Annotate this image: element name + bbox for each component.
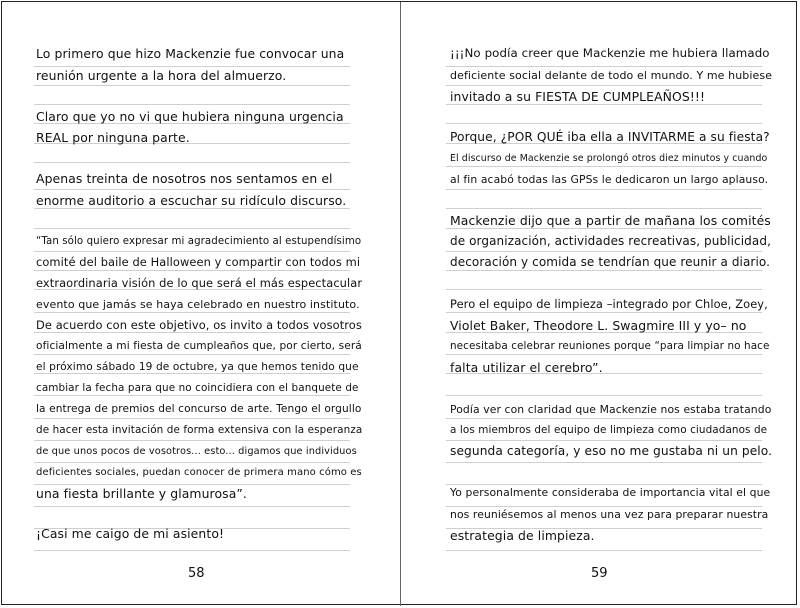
ruled-line xyxy=(446,123,762,124)
text-line: Pero el equipo de limpieza –integrado por Chloe, Zoey, xyxy=(450,297,768,311)
text-line: Claro que yo no vi que hubiera ninguna urgencia xyxy=(36,109,344,124)
text-line: De acuerdo con este objetivo, os invito a todos vosotros xyxy=(36,318,362,332)
ruled-line xyxy=(446,85,762,86)
text-line: reunión urgente a la hora del almuerzo. xyxy=(36,68,287,83)
text-line: Violet Baker, Theodore L. Swagmire III y yo– no xyxy=(450,318,747,333)
page-number: 58 xyxy=(188,566,205,581)
text-line: el próximo sábado 19 de octubre, ya que hemos tenido que xyxy=(36,361,359,373)
text-line: Lo primero que hizo Mackenzie fue convocar una xyxy=(36,46,345,61)
text-line: Porque, ¿POR QUÉ iba ella a INVITARME a su fiesta? xyxy=(450,130,770,144)
text-line: al fin acabó todas las GPSs le dedicaron un largo aplauso. xyxy=(450,173,769,186)
text-line: El discurso de Mackenzie se prolongó otros diez minutos y cuando xyxy=(450,153,768,164)
text-line: de hacer esta invitación de forma extensiva con la esperanza xyxy=(36,424,363,436)
page-number: 59 xyxy=(591,566,608,581)
text-line: evento que jamás se haya celebrado en nuestro instituto. xyxy=(36,298,360,311)
text-line: ¡Casi me caigo de mi asiento! xyxy=(36,526,225,541)
text-line: cambiar la fecha para que no coincidiera con el banquete de xyxy=(36,382,359,394)
ruled-line xyxy=(446,440,762,441)
text-line: de organización, actividades recreativas, publicidad, xyxy=(450,234,771,248)
ruled-line xyxy=(34,251,350,252)
text-line: Apenas treinta de nosotros nos sentamos en el xyxy=(36,171,333,186)
text-line: comité del baile de Halloween y compartir con todos mi xyxy=(36,255,361,269)
text-line: ¡¡¡No podía creer que Mackenzie me hubiera llamado xyxy=(450,46,770,60)
ruled-line xyxy=(446,395,762,396)
ruled-line xyxy=(34,85,350,86)
ruled-line xyxy=(34,162,350,163)
text-line: la entrega de premios del concurso de arte. Tengo el orgullo xyxy=(36,403,362,415)
ruled-line xyxy=(34,440,350,441)
text-line: estrategia de limpieza. xyxy=(450,528,595,543)
text-line: decoración y comida se tendrían que reunir a diario. xyxy=(450,255,771,269)
ruled-line xyxy=(446,289,762,290)
ruled-line xyxy=(446,189,762,190)
ruled-line xyxy=(34,189,350,190)
text-line: Yo personalmente consideraba de importancia vital el que xyxy=(450,486,771,499)
ruled-line xyxy=(34,104,350,105)
text-line: REAL por ninguna parte. xyxy=(36,130,190,145)
text-line: deficiente social delante de todo el mundo. Y me hubiese xyxy=(450,69,773,82)
text-line: necesitaba celebrar reuniones porque “para limpiar no hace xyxy=(450,340,770,352)
ruled-line xyxy=(34,506,350,507)
text-line: invitado a su FIESTA DE CUMPLEAÑOS!!! xyxy=(450,89,706,104)
text-line: falta utilizar el cerebro”. xyxy=(450,360,603,375)
ruled-line xyxy=(446,462,762,463)
text-line: oficialmente a mi fiesta de cumpleaños que, por cierto, será xyxy=(36,340,362,352)
ruled-line xyxy=(446,550,762,551)
ruled-line xyxy=(34,550,350,551)
text-line: segunda categoría, y eso no me gustaba ni un pelo. xyxy=(450,444,773,458)
text-line: de que unos pocos de vosotros... esto... digamos que individuos xyxy=(36,446,357,457)
text-line: Mackenzie dijo que a partir de mañana los comités xyxy=(450,213,771,228)
text-line: nos reuniésemos al menos una vez para preparar nuestra xyxy=(450,508,769,521)
text-line: Podía ver con claridad que Mackenzie nos estaba tratando xyxy=(450,403,772,416)
text-line: deficientes sociales, puedan conocer de primera mano cómo es xyxy=(36,467,362,478)
text-line: a los miembros del equipo de limpieza como ciudadanos de xyxy=(450,424,768,436)
text-line: “Tan sólo quiero expresar mi agradecimiento al estupendísimo xyxy=(36,236,362,247)
text-line: enorme auditorio a escuchar su ridículo discurso. xyxy=(36,193,347,208)
text-line: extraordinaria visión de lo que será el más espectacular xyxy=(36,276,363,290)
ruled-line xyxy=(446,251,762,252)
text-line: una fiesta brillante y glamurosa”. xyxy=(36,486,247,501)
ruled-line xyxy=(446,208,762,209)
ruled-line xyxy=(34,228,350,229)
